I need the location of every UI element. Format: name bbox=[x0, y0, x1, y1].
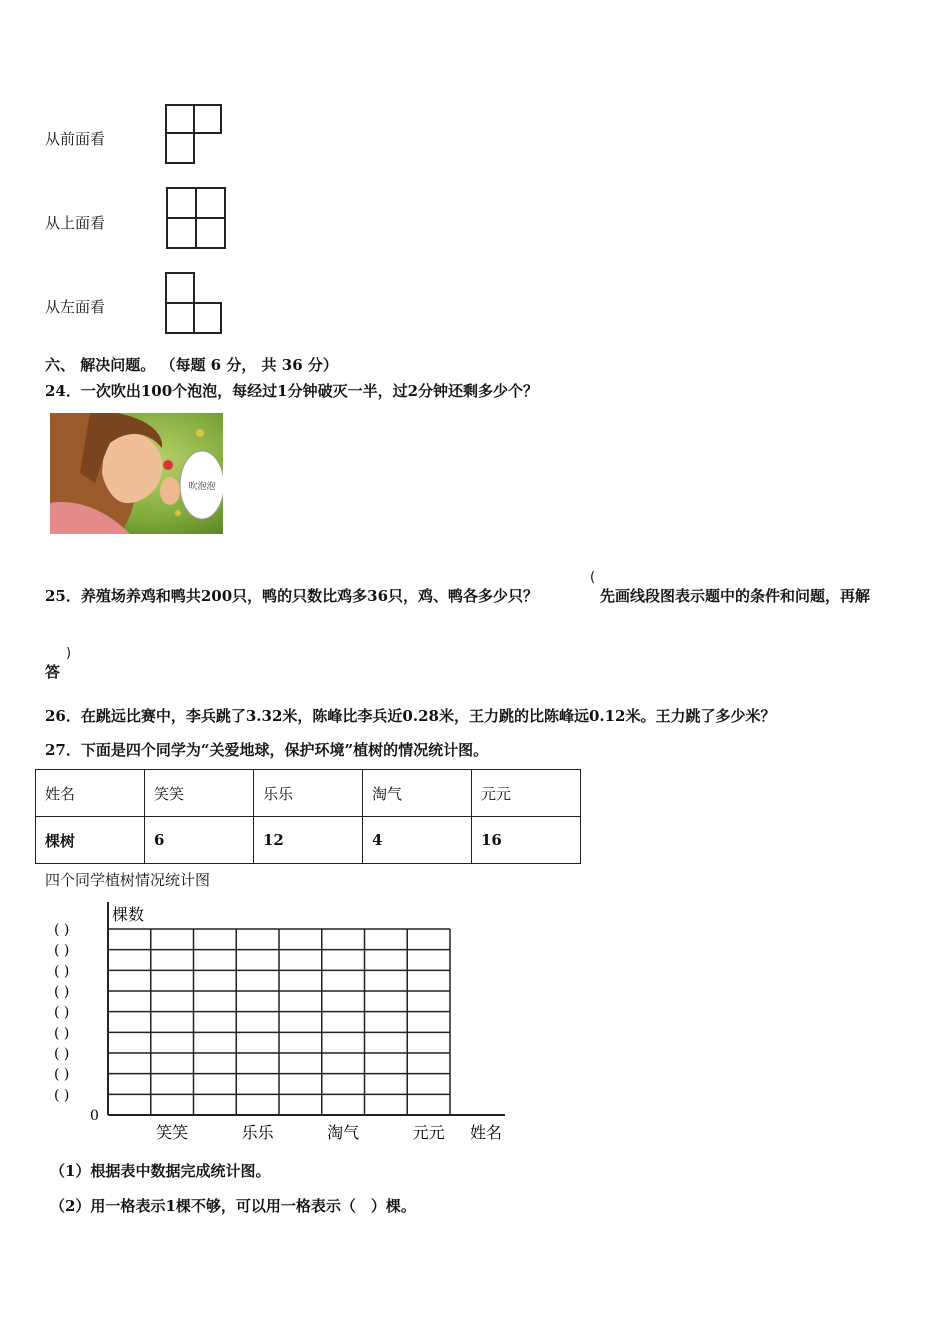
q25-close-paren: ) bbox=[66, 646, 72, 661]
q25-hint: 先画线段图表示题中的条件和问题，再解 bbox=[600, 587, 871, 605]
question-24: 24．一次吹出100个泡泡，每经过1分钟破灭一半，过2分钟还剩多少个？ bbox=[45, 382, 539, 400]
x-tick-label: 元元 bbox=[412, 1123, 445, 1142]
table-cell: 笑笑 bbox=[145, 770, 254, 817]
y-tick-label: 0 bbox=[90, 1108, 99, 1124]
view-left-label: 从左面看 bbox=[45, 298, 106, 316]
tree-planting-table bbox=[35, 769, 581, 864]
chart-title: 四个同学植树情况统计图 bbox=[45, 871, 211, 889]
y-tick-label: ( ) bbox=[54, 942, 70, 959]
table-cell: 元元 bbox=[472, 770, 581, 817]
table-cell: 棵树 bbox=[36, 817, 145, 864]
y-tick-label: ( ) bbox=[54, 1087, 70, 1104]
y-tick-label: ( ) bbox=[54, 984, 70, 1000]
y-tick-label: ( ) bbox=[54, 922, 70, 938]
y-tick-label: ( ) bbox=[54, 1004, 70, 1021]
x-tick-label: 乐乐 bbox=[241, 1123, 274, 1142]
q25-open-paren: ( bbox=[590, 570, 596, 585]
table-cell: 6 bbox=[145, 817, 254, 864]
x-axis-label: 姓名 bbox=[470, 1123, 503, 1142]
table-cell: 姓名 bbox=[36, 770, 145, 817]
section-title: 六、 解决问题。 （每题 6 分， 共 36 分） bbox=[45, 356, 338, 374]
bubble-girl-photo bbox=[50, 413, 223, 534]
front-view-figure bbox=[163, 102, 225, 166]
table-cell: 乐乐 bbox=[254, 770, 363, 817]
y-tick-label: ( ) bbox=[54, 1066, 70, 1083]
table-cell: 淘气 bbox=[363, 770, 472, 817]
question-27: 27．下面是四个同学为“关爱地球，保护环境”植树的情况统计图。 bbox=[45, 741, 489, 759]
table-row bbox=[36, 817, 581, 864]
y-tick-label: ( ) bbox=[54, 963, 70, 980]
x-tick-label: 淘气 bbox=[327, 1123, 360, 1142]
view-front-label: 从前面看 bbox=[45, 130, 106, 148]
bubble-text: 吹泡泡 bbox=[188, 482, 216, 492]
table-cell: 16 bbox=[472, 817, 581, 864]
sub-question-1: （1）根据表中数据完成统计图。 bbox=[50, 1162, 271, 1180]
y-tick-label: ( ) bbox=[54, 1025, 70, 1042]
y-axis-label: 棵数 bbox=[112, 905, 145, 924]
question-25: 25．养殖场养鸡和鸭共200只，鸭的只数比鸡多36只，鸡、鸭各多少只？ bbox=[45, 587, 539, 605]
top-view-figure bbox=[164, 185, 228, 251]
y-tick-label: ( ) bbox=[54, 1046, 70, 1062]
x-tick-label: 笑笑 bbox=[156, 1123, 189, 1142]
table-cell: 4 bbox=[363, 817, 472, 864]
table-header-row bbox=[36, 770, 581, 817]
question-26: 26．在跳远比赛中，李兵跳了3.32米，陈峰比李兵近0.28米，王力跳的比陈峰远0.12米。王力跳了多少米？ bbox=[45, 707, 776, 725]
left-view-figure bbox=[163, 270, 225, 336]
view-top-label: 从上面看 bbox=[45, 214, 106, 232]
q25-line2: 答 bbox=[45, 663, 61, 681]
table-cell: 12 bbox=[254, 817, 363, 864]
bar-chart bbox=[40, 898, 520, 1148]
sub-question-2: （2）用一格表示1棵不够，可以用一格表示（ ）棵。 bbox=[50, 1197, 416, 1215]
